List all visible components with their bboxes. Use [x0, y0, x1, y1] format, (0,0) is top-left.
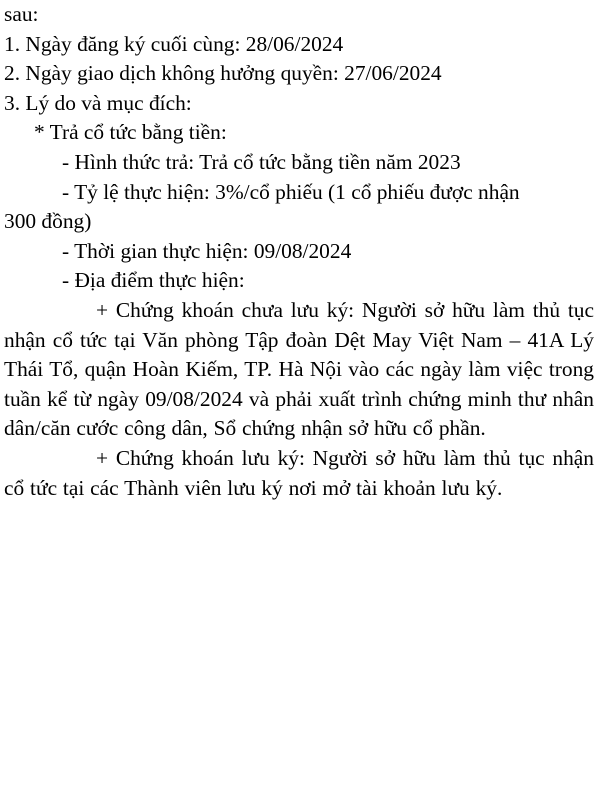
non-deposited-securities-paragraph: + Chứng khoán chưa lưu ký: Người sở hữu làm thủ tục nhận cổ tức tại Văn phòng Tập đoàn Dệt May Việt Nam – 41A Lý Thái Tổ, quận Hoàn Kiếm, TP. Hà Nội vào các ngày làm việc trong tuần kể từ ngày 09/08/2024 và phải xuất trình chứng minh thư nhân dân/căn cước công dân, Sổ chứng nhận sở hữu cổ phần.	[4, 297, 594, 441]
record-date-item: 1. Ngày đăng ký cuối cùng: 28/06/2024	[4, 31, 344, 56]
cash-dividend-heading: * Trả cổ tức bằng tiền:	[34, 120, 227, 145]
ratio-line-continued: 300 đồng)	[4, 209, 92, 234]
ratio-line: - Tỷ lệ thực hiện: 3%/cổ phiếu (1 cổ phiếu được nhận	[62, 179, 520, 204]
ex-rights-date-item: 2. Ngày giao dịch không hưởng quyền: 27/06/2024	[4, 61, 442, 86]
location-heading: - Địa điểm thực hiện:	[62, 268, 245, 293]
payment-form-line: - Hình thức trả: Trả cổ tức bằng tiền năm 2023	[62, 149, 461, 174]
reason-heading: 3. Lý do và mục đích:	[4, 90, 192, 115]
lead-fragment: sau:	[4, 2, 39, 26]
deposited-securities-paragraph: + Chứng khoán lưu ký: Người sở hữu làm thủ tục nhận cổ tức tại các Thành viên lưu ký nơi mở tài khoản lưu ký.	[4, 445, 594, 500]
payment-date-line: - Thời gian thực hiện: 09/08/2024	[62, 238, 352, 263]
